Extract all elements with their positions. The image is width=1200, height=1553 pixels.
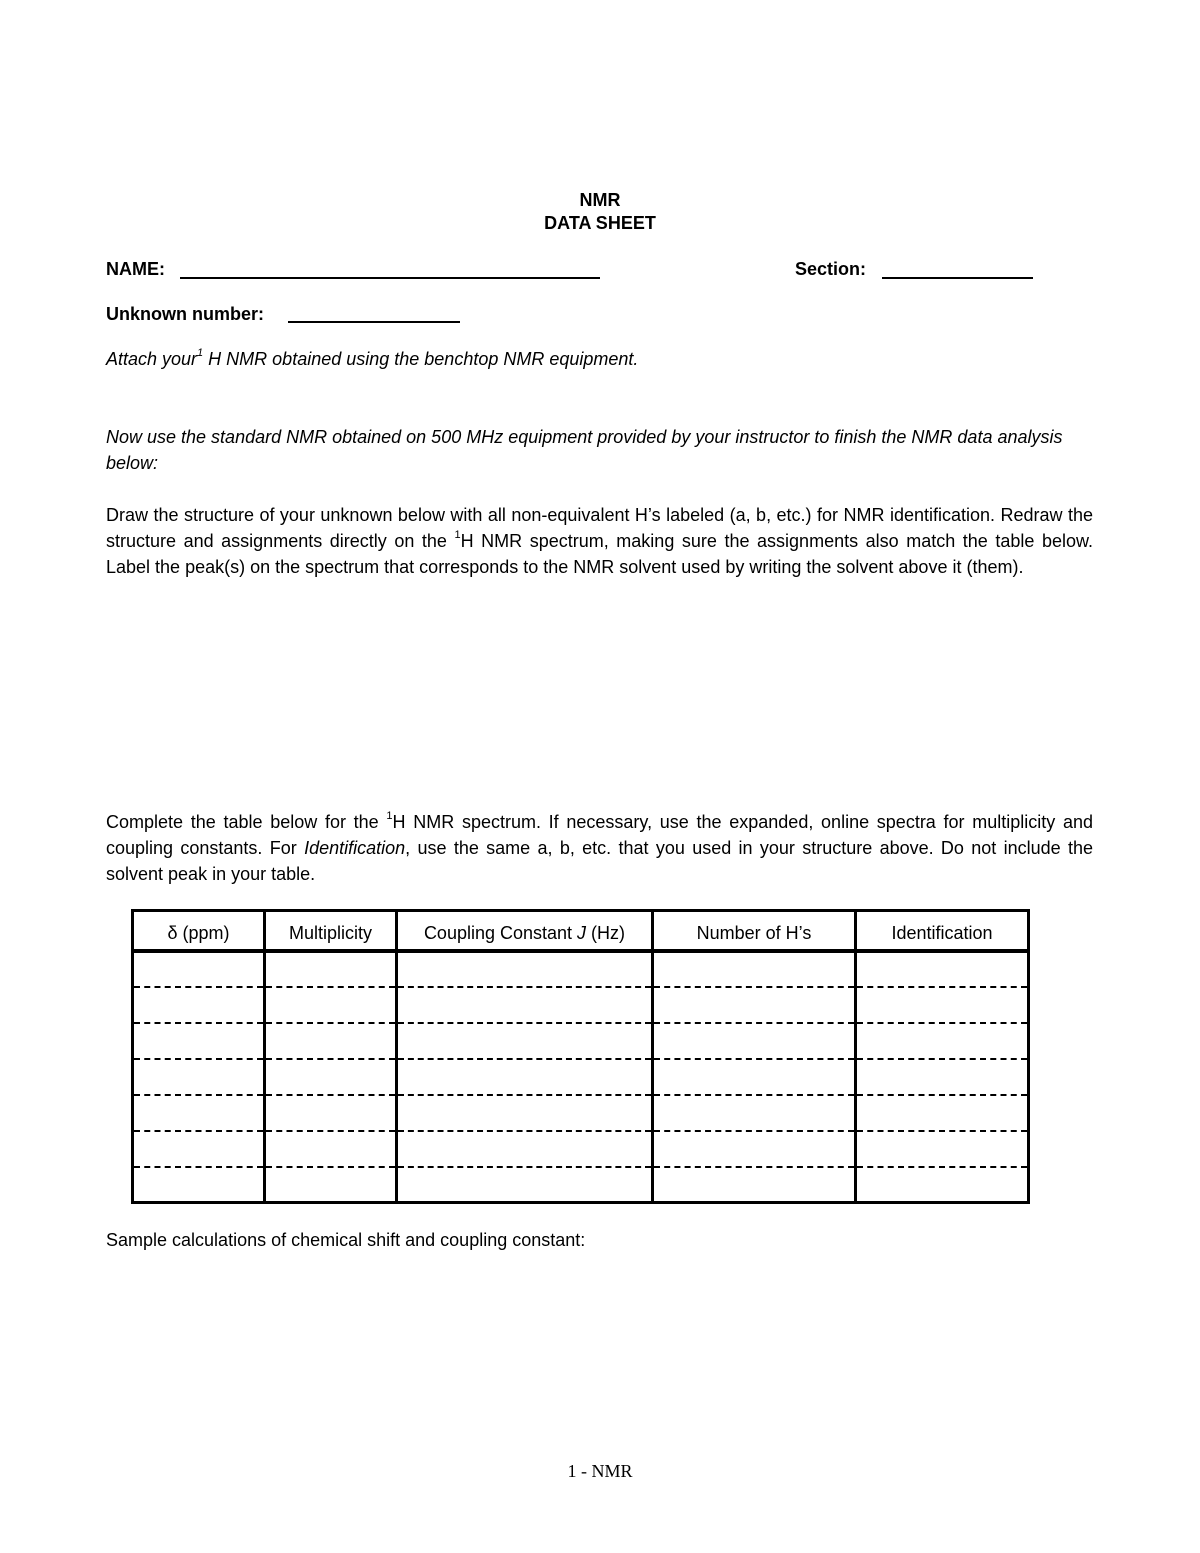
nmr-data-table [131,909,1030,1204]
table-header-row [133,911,1029,951]
shift-cell[interactable] [133,1059,265,1095]
table-row [133,1095,1029,1131]
shift-cell[interactable] [133,951,265,987]
coupling-constant-cell[interactable] [397,1095,653,1131]
multiplicity-cell[interactable] [265,1023,397,1059]
shift-cell[interactable] [133,1131,265,1167]
unknown-number-field[interactable] [288,321,460,323]
complete-table-instruction: Complete the table below for the $^1$H NMR spectrum. If necessary, use the expanded, online spectra for multiplicity and coupling constants. For Identification, use the same a, b, etc. that you used in your structure above. Do not include the solvent peak in your table. [106,810,1093,884]
number-of-h-cell[interactable] [653,987,856,1023]
header-coupling-constant: Coupling Constant J (Hz) [397,911,653,951]
draw-structure-instruction: Draw the structure of your unknown below with all non-equivalent H’s labeled (a, b, etc.) for NMR identification. Redraw the structure and assignments directly on the $^1$H NMR spectrum, making sure the assignments also match the table below. Label the peak(s) on the spectrum that corresponds to the NMR solvent used by writing the solvent above it (them). [106,505,1093,577]
shift-cell[interactable] [133,1023,265,1059]
table-row [133,1059,1029,1095]
identification-cell[interactable] [856,1167,1029,1203]
page-footer: 1 - NMR [567,1461,633,1481]
identification-cell[interactable] [856,1023,1029,1059]
number-of-h-cell[interactable] [653,951,856,987]
shift-cell[interactable] [133,1095,265,1131]
coupling-constant-cell[interactable] [397,1023,653,1059]
coupling-constant-cell[interactable] [397,1131,653,1167]
table-row [133,951,1029,987]
coupling-constant-cell[interactable] [397,987,653,1023]
table-row [133,1167,1029,1203]
table-row [133,987,1029,1023]
page-subtitle: DATA SHEET [544,213,656,233]
identification-cell[interactable] [856,1131,1029,1167]
page-title: NMR [579,190,621,210]
name-field[interactable] [180,277,600,279]
unknown-number-label: Unknown number: [106,304,264,324]
header-chemical-shift: δ (ppm) [133,911,265,951]
number-of-h-cell[interactable] [653,1167,856,1203]
shift-cell[interactable] [133,1167,265,1203]
identification-cell[interactable] [856,987,1029,1023]
sample-calculations-label: Sample calculations of chemical shift and coupling constant: [106,1230,586,1250]
identification-cell[interactable] [856,951,1029,987]
name-label: NAME: [106,259,165,279]
shift-cell[interactable] [133,987,265,1023]
coupling-constant-cell[interactable] [397,1059,653,1095]
number-of-h-cell[interactable] [653,1023,856,1059]
header-identification: Identification [856,911,1029,951]
standard-nmr-instruction: Now use the standard NMR obtained on 500 MHz equipment provided by your instructor to finish the NMR data analysis below: [106,427,1063,473]
header-multiplicity: Multiplicity [265,911,397,951]
section-label: Section: [795,259,867,279]
coupling-constant-cell[interactable] [397,1167,653,1203]
attach-instruction: Attach your$^1$ H NMR obtained using the benchtop NMR equipment. [106,347,639,369]
multiplicity-cell[interactable] [265,1059,397,1095]
coupling-constant-cell[interactable] [397,951,653,987]
identification-cell[interactable] [856,1095,1029,1131]
number-of-h-cell[interactable] [653,1095,856,1131]
table-row [133,1023,1029,1059]
multiplicity-cell[interactable] [265,1131,397,1167]
number-of-h-cell[interactable] [653,1059,856,1095]
multiplicity-cell[interactable] [265,951,397,987]
multiplicity-cell[interactable] [265,1167,397,1203]
table-row [133,1131,1029,1167]
header-number-of-h: Number of H’s [653,911,856,951]
multiplicity-cell[interactable] [265,1095,397,1131]
number-of-h-cell[interactable] [653,1131,856,1167]
section-field[interactable] [882,277,1033,279]
multiplicity-cell[interactable] [265,987,397,1023]
identification-cell[interactable] [856,1059,1029,1095]
